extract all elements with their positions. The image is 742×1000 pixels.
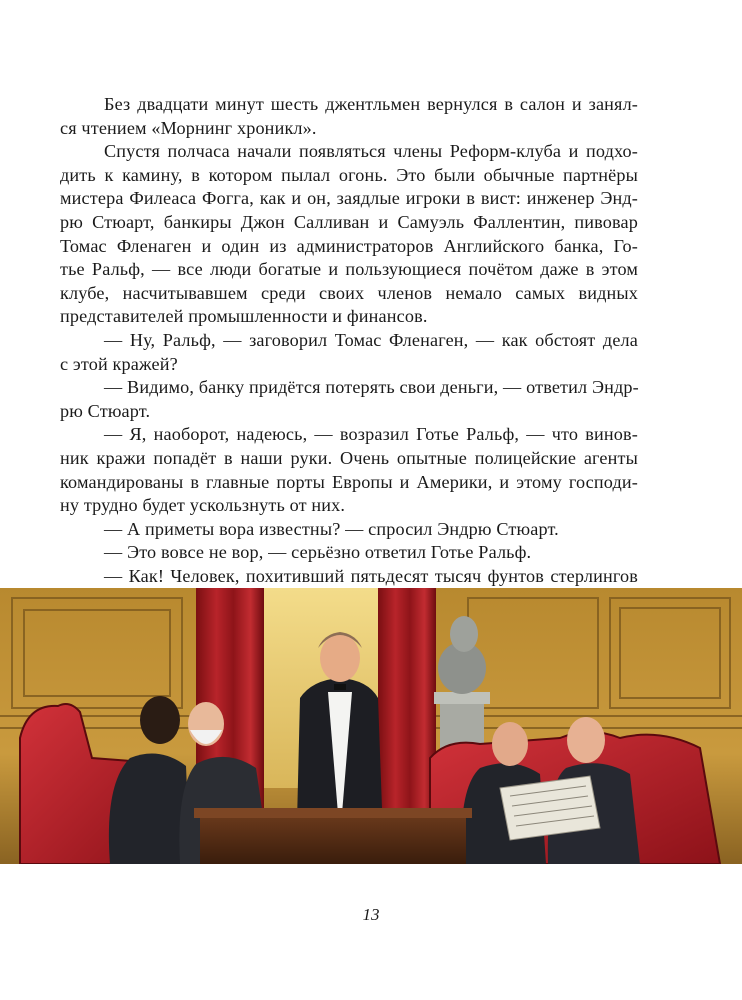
club-salon-illustration — [0, 588, 742, 864]
body-text — [60, 93, 638, 612]
curtain-right — [378, 588, 436, 808]
paragraph — [60, 93, 638, 140]
text-line: Без двадцати минут шесть джентльмен вернулся в салон и занял- — [104, 94, 638, 114]
table — [200, 814, 466, 864]
paragraph — [60, 518, 638, 542]
text-line: ну трудно будет ускользнуть от них. — [60, 495, 346, 516]
paragraph — [60, 329, 638, 376]
text-line: мистера Филеаса Фогга, как и он, заядлые игроки в вист: инженер Энд- — [60, 188, 638, 209]
text-line: рю Стюарт. — [60, 400, 151, 421]
text-line: Спустя полчаса начали появляться члены Реформ-клуба и подхо- — [104, 141, 638, 162]
text-line: Томас Фленаген и один из администраторов Английского банка, Го- — [60, 235, 638, 256]
text-line: ся чтением «Морнинг хроникл». — [60, 117, 317, 138]
text-line: с этой кражей? — [60, 353, 178, 374]
text-line: — Видимо, банку придётся потерять свои деньги, — ответил Эндр- — [104, 377, 639, 398]
page-number: 13 — [362, 905, 380, 924]
text-line: клубе, насчитывавшем среди своих членов немало самых видных — [60, 282, 638, 303]
text-line: — Ну, Ральф, — заговорил Томас Фленаген, — как обстоят дела — [104, 329, 638, 350]
text-line: — Как! Человек, похитивший пятьдесят тысяч фунтов стерлингов — [104, 565, 638, 586]
text-line: тье Ральф, — все люди богатые и пользующиеся почётом даже в этом — [60, 259, 638, 280]
text-line: — А приметы вора известны? — спросил Эндрю Стюарт. — [104, 518, 559, 539]
text-line: командированы в главные порты Европы и Америки, и этому господи- — [60, 471, 638, 492]
text-line: — Это вовсе не вор, — серьёзно ответил Готье Ральф. — [104, 542, 532, 563]
paragraph — [60, 140, 638, 329]
paragraph — [60, 376, 638, 423]
paragraph — [60, 541, 638, 565]
paragraph — [60, 423, 638, 517]
text-line: представителей промышленности и финансов. — [60, 306, 428, 327]
text-line: ник кражи попадёт в наши руки. Очень опытные полицейские агенты — [60, 447, 638, 468]
text-line: — Я, наоборот, надеюсь, — возразил Готье Ральф, — что винов- — [104, 424, 638, 445]
text-line: дить к камину, в котором пылал огонь. Это были обычные партнёры — [60, 164, 638, 185]
text-line: рю Стюарт, банкиры Джон Салливан и Самуэль Фаллентин, пивовар — [60, 211, 638, 232]
